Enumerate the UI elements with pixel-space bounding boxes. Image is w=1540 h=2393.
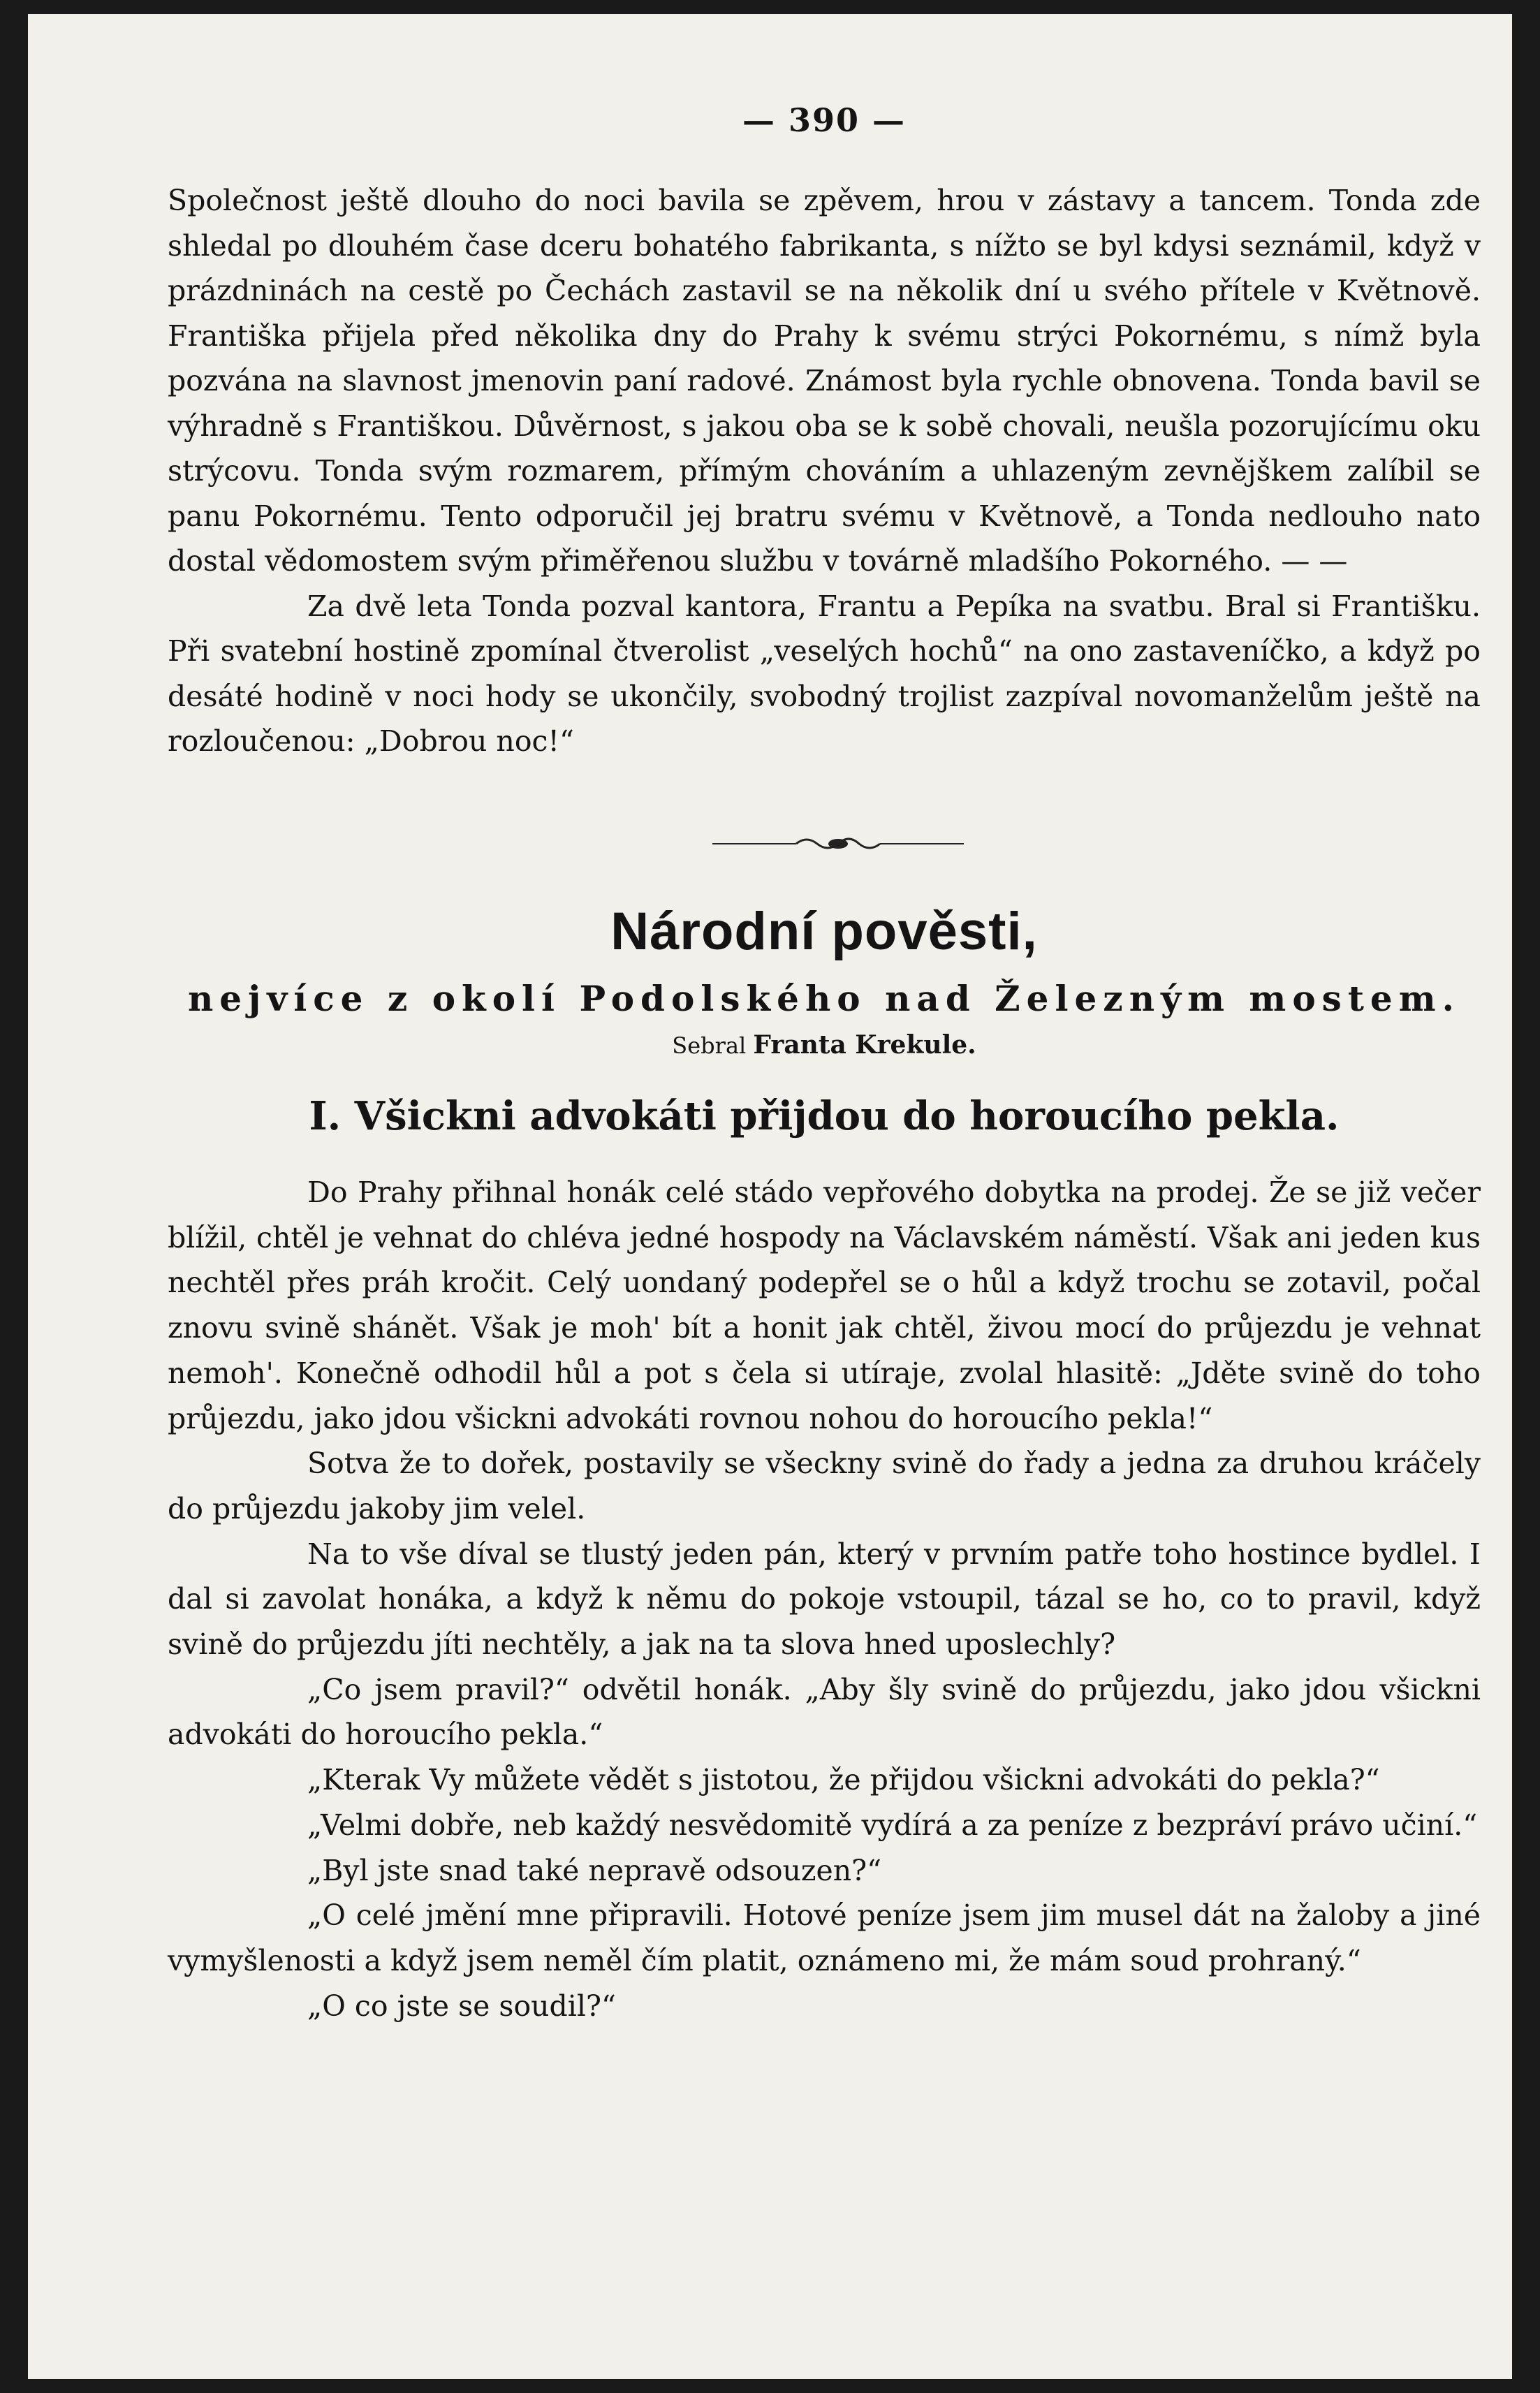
story-paragraph: Do Prahy přihnal honák celé stádo vepřového dobytka na prodej. Že se již večer blížil, chtěl je vehnat do chléva jedné hospody na Václavském náměstí. Však ani jeden kus nechtěl přes práh kročit. Celý uondaný podepřel se o hůl a když trochu se zotavil, počal znovu svině shánět. Však je moh' bít a honit jak chtěl, živou mocí do průjezdu je vehnat nemoh'. Konečně odhodil hůl a pot s čela si utíraje, zvolal hlasitě: „Jděte svině do toho průjezdu, jako jdou všickni advokáti rovnou nohou do horoucího pekla!“ <box>168 1176 1481 1435</box>
story-section <box>168 1170 1481 2028</box>
section-title: Národní pověsti, <box>610 902 1038 961</box>
section-ornament <box>712 830 964 858</box>
author-credit <box>168 1030 1481 1060</box>
page-number: — 390 — <box>742 101 907 139</box>
credit-prefix: Sebral <box>672 1032 747 1059</box>
section-subtitle: nejvíce z okolí Podolského nad Železným mostem. <box>187 978 1461 1019</box>
intro-paragraph: Za dvě leta Tonda pozval kantora, Frantu a Pepíka na svatbu. Bral si Františku. Při svatební hostině zpomínal čtverolist „veselých hochů“ na ono zastaveníčko, a když po desáté hodině v noci hody se ukončily, svobodný trojlist zazpíval novomanželům ještě na rozloučenou: „Dobrou noc!“ <box>168 589 1481 758</box>
chapter-title: I. Všickni advokáti přijdou do horoucího pekla. <box>309 1093 1340 1139</box>
intro-section <box>168 178 1481 764</box>
intro-paragraph: Společnost ještě dlouho do noci bavila se zpěvem, hrou v zástavy a tancem. Tonda zde shledal po dlouhém čase dceru bohatého fabrikanta, s nížto se byl kdysi seznámil, když v prázdninách na cestě po Čechách zastavil se na několik dní u svého přítele v Květnově. Františka přijela před několika dny do Prahy k svému strýci Pokornému, s nímž byla pozvána na slavnost jmenovin paní radové. Známost byla rychle obnovena. Tonda bavil se výhradně s Františkou. Důvěrnost, s jakou oba se k sobě chovali, neušla pozorujícímu oku strýcovu. Tonda svým rozmarem, přímým chováním a uhlazeným zevnějškem zalíbil se panu Pokornému. Tento odporučil jej bratru svému v Květnově, a Tonda nedlouho nato dostal vědomostem svým přiměřenou službu v továrně mladšího Pokorného. — — <box>168 184 1481 578</box>
story-paragraph: „O celé jmění mne připravili. Hotové peníze jsem jim musel dát na žaloby a jiné vymyšlenosti a když jsem neměl čím platit, oznámeno mi, že mám soud prohraný.“ <box>168 1898 1481 1977</box>
story-paragraph: Sotva že to dořek, postavily se všeckny svině do řady a jedna za druhou kráčely do průjezdu jakoby jim velel. <box>168 1447 1481 1525</box>
story-paragraph: Na to vše díval se tlustý jeden pán, který v prvním patře toho hostince bydlel. I dal si zavolat honáka, a když k němu do pokoje vstoupil, tázal se ho, co to pravil, když svině do průjezdu jíti nechtěly, a jak na ta slova hned uposlechly? <box>168 1537 1481 1662</box>
story-paragraph: „Byl jste snad také nepravě odsouzen?“ <box>307 1853 882 1887</box>
story-paragraph: „Co jsem pravil?“ odvětil honák. „Aby šly svině do průjezdu, jako jdou všickni advokáti do horoucího pekla.“ <box>168 1672 1481 1752</box>
story-paragraph: „O co jste se soudil?“ <box>307 1989 616 2023</box>
credit-author: Franta Krekule. <box>753 1030 976 1060</box>
story-paragraph: „Velmi dobře, neb každý nesvědomitě vydírá a za peníze z bezpráví právo učiní.“ <box>307 1808 1478 1842</box>
book-page <box>28 14 1512 2379</box>
story-paragraph: „Kterak Vy můžete vědět s jistotou, že přijdou všickni advokáti do pekla?“ <box>307 1763 1380 1797</box>
